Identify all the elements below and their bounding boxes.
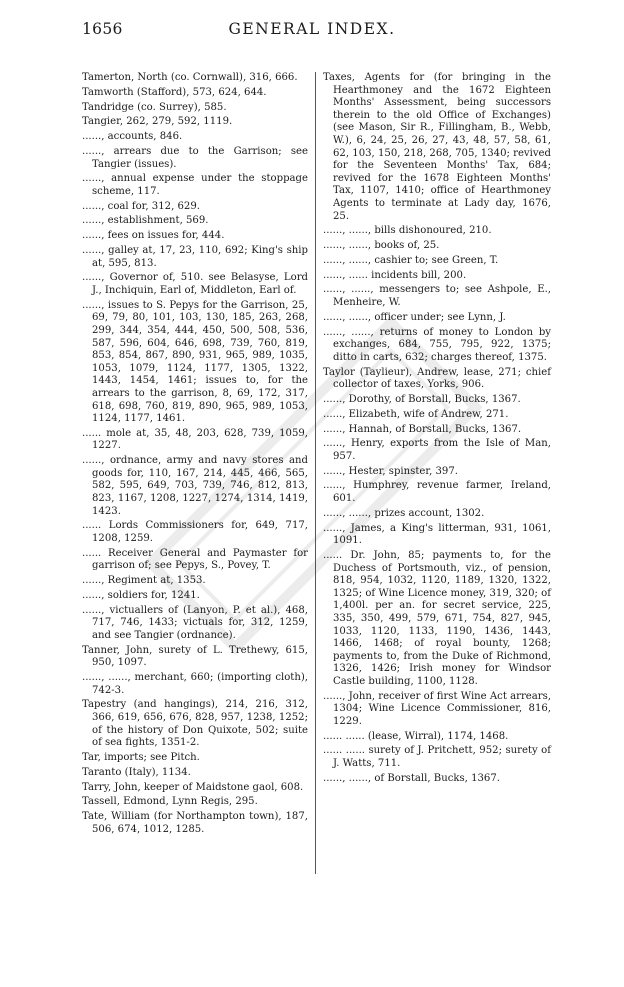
index-entry: ......, Henry, exports from the Isle of Man, 957.	[323, 438, 551, 462]
index-entry: ......, ordnance, army and navy stores and goods for, 110, 167, 214, 445, 466, 565, 582, 595, 649, 703, 739, 746, 812, 813, 823, 1167, 1208, 1227, 1274, 1314, 1419, 1423.	[82, 455, 308, 517]
index-entry: ......, ...... incidents bill, 200.	[323, 269, 467, 281]
index-entry: ...... ...... (lease, Wirral), 1174, 1468.	[323, 730, 509, 742]
index-entry: Tassell, Edmond, Lynn Regis, 295.	[82, 796, 258, 808]
index-entry: ......, ......, of Borstall, Bucks, 1367.	[323, 772, 500, 784]
index-entry: ......, Elizabeth, wife of Andrew, 271.	[323, 408, 509, 420]
index-entry: Tandridge (co. Surrey), 585.	[82, 101, 227, 113]
index-entry: ......, Hester, spinster, 397.	[323, 465, 458, 477]
right-column	[323, 72, 551, 788]
index-entry: ......, Humphrey, revenue farmer, Ireland, 601.	[323, 480, 551, 505]
index-entry: Taxes, Agents for (for bringing in the Hearthmoney and the 1672 Eighteen Months' Assessment, being successors therein to the old Office of Exchanges) (see Mason, Sir R., Fillingham, B., Webb, W.), 6, 24, 25, 26, 27, 43, 48, 57, 58, 61, 62, 103, 150, 218, 268, 705, 1340; revived for the Seventeen Months' Tax, 684; revived for the 1678 Eighteen Months' Tax, 1107, 1410; office of Hearthmoney Agents to terminate at Lady day, 1676, 25.	[323, 72, 551, 222]
index-entry: ......, ......, officer under; see Lynn, J.	[323, 311, 506, 323]
index-entry: ......, coal for, 312, 629.	[82, 200, 200, 212]
index-entry: ......, fees on issues for, 444.	[82, 230, 225, 242]
index-entry: Tapestry (and hangings), 214, 216, 312, 366, 619, 656, 676, 828, 957, 1238, 1252; of the history of Don Quixote, 502; suite of sea fights, 1351-2.	[82, 699, 308, 749]
index-entry: ......, arrears due to the Garrison; see Tangier (issues).	[82, 145, 308, 170]
index-entry: ......, Governor of, 510. see Belasyse, Lord J., Inchiquin, Earl of, Middleton, Earl of.	[82, 272, 308, 296]
index-entry: Tamworth (Stafford), 573, 624, 644.	[82, 86, 267, 98]
index-entry: ......, ......, books of, 25.	[323, 240, 440, 252]
index-entry: Tar, imports; see Pitch.	[82, 752, 200, 763]
index-entry: ......, annual expense under the stoppage scheme, 117.	[82, 173, 308, 197]
index-entry: Taranto (Italy), 1134.	[82, 766, 191, 778]
index-entry: ......, ......, merchant, 660; (importing cloth), 742-3.	[82, 672, 308, 696]
index-entry: Taylor (Taylieur), Andrew, lease, 271; chief collector of taxes, Yorks, 906.	[323, 366, 551, 391]
column-divider	[315, 72, 316, 874]
index-entry: ......, establishment, 569.	[82, 215, 209, 227]
index-entry: ......, ......, bills dishonoured, 210.	[323, 225, 492, 237]
page-number: 1656	[82, 20, 123, 38]
index-entry: Tate, William (for Northampton town), 187, 506, 674, 1012, 1285.	[82, 811, 308, 835]
index-entry: ...... Receiver General and Paymaster for garrison of; see Pepys, S., Povey, T.	[82, 547, 308, 572]
index-entry: ...... Lords Commissioners for, 649, 717, 1208, 1259.	[82, 520, 308, 544]
index-entry: ......, James, a King's litterman, 931, 1061, 1091.	[323, 522, 551, 547]
index-entry: ......, soldiers for, 1241.	[82, 589, 200, 601]
index-entry: ......, victuallers of (Lanyon, P. et al.), 468, 717, 746, 1433; victuals for, 312, 1259, and see Tangier (ordnance).	[82, 604, 308, 641]
index-entry: ...... Dr. John, 85; payments to, for the Duchess of Portsmouth, viz., of pension, 818, 954, 1032, 1120, 1189, 1320, 1322, 1325; of Wine Licence money, 319, 320; of 1,400l. per an. for secret service, 225, 335, 350, 499, 579, 671, 754, 827, 945, 1033, 1120, 1133, 1190, 1436, 1443, 1466, 1468; of royal bounty, 1268; payments to, from the Duke of Richmond, 1326, 1426; Irish money for Windsor Castle building, 1100, 1128.	[323, 549, 551, 687]
index-entry: ......, John, receiver of first Wine Act arrears, 1304; Wine Licence Commissioner, 816, 1229.	[323, 690, 551, 727]
index-entry: ......, Regiment at, 1353.	[82, 575, 206, 587]
index-entry: ......, ......, prizes account, 1302.	[323, 507, 485, 519]
running-title: GENERAL INDEX.	[228, 20, 396, 38]
index-entry: ......, ......, returns of money to London by exchanges, 684, 755, 795, 922, 1375; ditto in carts, 632; charges thereof, 1375.	[323, 326, 551, 363]
index-entry: ...... mole at, 35, 48, 203, 628, 739, 1059, 1227.	[82, 427, 308, 452]
index-entry: Tarry, John, keeper of Maidstone gaol, 608.	[82, 781, 304, 793]
index-entry: ......, ......, cashier to; see Green, T.	[323, 254, 499, 266]
index-entry: Tangier, 262, 279, 592, 1119.	[82, 116, 233, 128]
index-entry: ......, Dorothy, of Borstall, Bucks, 1367.	[323, 393, 521, 405]
index-entry: ......, ......, messengers to; see Ashpole, E., Menheire, W.	[323, 284, 551, 309]
index-entry: ......, accounts, 846.	[82, 131, 183, 143]
index-entry: ......, issues to S. Pepys for the Garrison, 25, 69, 79, 80, 101, 103, 130, 185, 263, 268, 299, 344, 354, 444, 450, 500, 508, 536, 587, 596, 604, 646, 698, 739, 760, 819, 853, 854, 867, 890, 931, 965, 989, 1035, 1053, 1079, 1124, 1177, 1305, 1322, 1443, 1454, 1461; issues to, for the arrears to the garrison, 8, 69, 172, 317, 618, 698, 760, 819, 890, 965, 989, 1053, 1124, 1177, 1461.	[82, 299, 308, 425]
index-entry: Tamerton, North (co. Cornwall), 316, 666.	[82, 72, 298, 83]
left-column	[82, 72, 308, 839]
index-entry: Tanner, John, surety of L. Trethewy, 615, 950, 1097.	[82, 644, 308, 669]
index-entry: ...... ...... surety of J. Pritchett, 952; surety of J. Watts, 711.	[323, 745, 551, 770]
index-entry: ......, galley at, 17, 23, 110, 692; King's ship at, 595, 813.	[82, 245, 308, 269]
index-entry: ......, Hannah, of Borstall, Bucks, 1367.	[323, 423, 522, 435]
